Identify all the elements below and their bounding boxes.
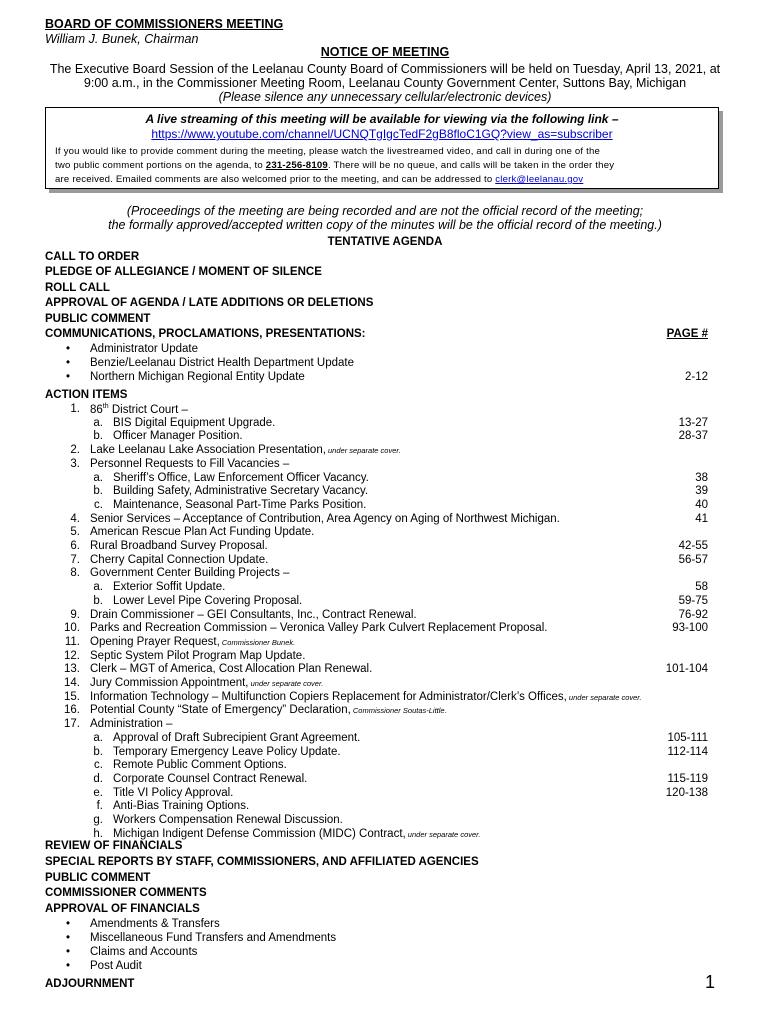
item-number: 8. bbox=[70, 567, 80, 580]
page-reference: 41 bbox=[695, 512, 708, 525]
item-note: under separate cover. bbox=[325, 446, 401, 456]
page-reference: 42-55 bbox=[678, 540, 708, 552]
bullet-icon: • bbox=[66, 946, 71, 958]
meeting-title: BOARD OF COMMISSIONERS MEETING bbox=[45, 17, 284, 31]
item-label: Lake Leelanau Lake Association Presentation, bbox=[90, 444, 326, 457]
item-label: Workers Compensation Renewal Discussion. bbox=[113, 814, 343, 826]
email-link[interactable]: clerk@leelanau.gov bbox=[495, 174, 584, 185]
action-item bbox=[90, 677, 323, 689]
sub-item-letter: a. bbox=[93, 416, 103, 429]
item-label: Remote Public Comment Options. bbox=[113, 759, 287, 772]
financial-item: Miscellaneous Fund Transfers and Amendments bbox=[90, 932, 337, 944]
item-label: Corporate Counsel Contract Renewal. bbox=[113, 772, 308, 785]
section-heading: APPROVAL OF FINANCIALS bbox=[45, 903, 200, 915]
item-label: BIS Digital Equipment Upgrade. bbox=[113, 416, 276, 429]
action-item bbox=[90, 691, 642, 703]
instructions-text: are received. Emailed comments are also welcomed prior to the meeting, and can be addressed to bbox=[55, 174, 496, 185]
item-label: Potential County “State of Emergency” Declaration, bbox=[90, 704, 351, 717]
sub-item-letter: b. bbox=[93, 745, 103, 758]
item-note: under separate cover. bbox=[405, 829, 481, 839]
section-heading: PLEDGE OF ALLEGIANCE / MOMENT OF SILENCE bbox=[45, 266, 322, 278]
action-item bbox=[90, 526, 314, 538]
item-number: 11. bbox=[64, 635, 80, 648]
item-label: Opening Prayer Request, bbox=[90, 635, 220, 648]
item-note: Commissioner Soutas-Little. bbox=[350, 706, 447, 716]
action-sub-item bbox=[113, 430, 243, 442]
sub-item-letter: f. bbox=[96, 800, 103, 813]
item-label: Government Center Building Projects – bbox=[90, 567, 290, 580]
sub-item-letter: c. bbox=[94, 759, 103, 772]
financial-item: Claims and Accounts bbox=[90, 946, 198, 958]
action-sub-item bbox=[113, 746, 341, 758]
item-label: Administration – bbox=[90, 718, 173, 731]
item-number: 17. bbox=[64, 718, 80, 731]
action-item bbox=[90, 718, 172, 730]
page-reference: 40 bbox=[695, 498, 708, 511]
action-sub-item bbox=[113, 732, 360, 744]
item-number: 15. bbox=[64, 690, 80, 703]
financial-item: Post Audit bbox=[90, 960, 142, 972]
bullet-icon: • bbox=[66, 932, 71, 944]
sub-item-letter: a. bbox=[93, 471, 103, 484]
item-label-rest: District Court – bbox=[108, 403, 188, 416]
item-label: Exterior Soffit Update. bbox=[113, 581, 226, 594]
notice-title: NOTICE OF MEETING bbox=[320, 45, 450, 59]
sub-item-letter: h. bbox=[93, 827, 103, 840]
action-item bbox=[90, 540, 268, 552]
item-label: Maintenance, Seasonal Part-Time Parks Position. bbox=[113, 498, 367, 511]
item-label: Rural Broadband Survey Proposal. bbox=[90, 540, 268, 552]
item-label: American Rescue Plan Act Funding Update. bbox=[90, 526, 315, 539]
instructions-text: two public comment portions on the agenda, to bbox=[55, 160, 266, 171]
item-label: 86 bbox=[90, 403, 103, 416]
item-label: Parks and Recreation Commission – Veronica Valley Park Culvert Replacement Proposal. bbox=[90, 622, 548, 635]
item-superscript: th bbox=[102, 403, 109, 410]
item-number: 16. bbox=[64, 704, 80, 717]
action-item bbox=[90, 444, 401, 456]
page-reference: 28-37 bbox=[678, 430, 708, 443]
sub-item-letter: a. bbox=[93, 731, 103, 744]
action-item bbox=[90, 622, 547, 634]
item-label: Approval of Draft Subrecipient Grant Agreement. bbox=[113, 731, 361, 744]
action-sub-item bbox=[113, 595, 302, 607]
page-reference: 112-114 bbox=[667, 745, 708, 758]
item-label: Title VI Policy Approval. bbox=[113, 786, 234, 799]
chairman-name: William J. Bunek, Chairman bbox=[45, 32, 199, 46]
item-label: Cherry Capital Connection Update. bbox=[90, 553, 269, 566]
action-sub-item bbox=[113, 581, 225, 593]
section-heading: ROLL CALL bbox=[45, 282, 110, 294]
section-heading: PUBLIC COMMENT bbox=[45, 313, 151, 325]
action-item bbox=[90, 650, 305, 662]
item-number: 4. bbox=[70, 512, 80, 525]
action-item bbox=[90, 567, 289, 579]
instructions-line-1: If you would like to provide comment during the meeting, please watch the livestreamed video, and call in during one of the bbox=[55, 146, 601, 157]
item-number: 12. bbox=[64, 649, 80, 662]
livestream-heading: A live streaming of this meeting will be available for viewing via the following link – bbox=[145, 112, 619, 126]
item-number: 9. bbox=[70, 608, 80, 621]
page-reference: 2-12 bbox=[684, 371, 708, 383]
instructions-line-3 bbox=[55, 173, 715, 187]
section-heading: ACTION ITEMS bbox=[45, 389, 128, 401]
action-sub-item bbox=[113, 773, 307, 785]
notice-line-3: (Please silence any unnecessary cellular/electronic devices) bbox=[218, 90, 552, 104]
livestream-instructions bbox=[55, 145, 715, 187]
item-number: 10. bbox=[64, 622, 80, 635]
item-label: Michigan Indigent Defense Commission (MIDC) Contract, bbox=[113, 827, 406, 840]
page-reference: 39 bbox=[695, 485, 708, 498]
item-label: Jury Commission Appointment, bbox=[90, 677, 249, 689]
item-number: 7. bbox=[70, 553, 80, 566]
instructions-text: . There will be no queue, and calls will be taken in the order they bbox=[327, 160, 615, 171]
item-number: 1. bbox=[70, 403, 80, 415]
bullet-icon: • bbox=[66, 371, 71, 383]
item-label: Sheriff’s Office, Law Enforcement Officer Vacancy. bbox=[113, 471, 369, 484]
item-number: 2. bbox=[70, 444, 80, 457]
page-reference: 76-92 bbox=[678, 608, 708, 621]
item-number: 13. bbox=[64, 663, 80, 676]
item-note: under separate cover. bbox=[566, 692, 642, 702]
action-item bbox=[90, 513, 560, 525]
action-sub-item bbox=[113, 814, 343, 826]
action-item bbox=[90, 554, 268, 566]
page-reference: 105-111 bbox=[667, 731, 708, 744]
page-reference: 93-100 bbox=[672, 622, 708, 635]
item-label: Drain Commissioner – GEI Consultants, Inc., Contract Renewal. bbox=[90, 608, 417, 621]
page-reference: 115-119 bbox=[667, 772, 708, 785]
action-sub-item bbox=[113, 787, 233, 799]
action-sub-item bbox=[113, 472, 369, 484]
sub-item-letter: d. bbox=[93, 772, 103, 785]
action-item bbox=[90, 403, 188, 416]
communication-item: Northern Michigan Regional Entity Update bbox=[90, 371, 305, 383]
section-heading: REVIEW OF FINANCIALS bbox=[45, 840, 183, 852]
action-item bbox=[90, 704, 447, 716]
livestream-link[interactable]: https://www.youtube.com/channel/UCNQTgIgcTedF2gB8floC1GQ?view_as=subscriber bbox=[151, 127, 613, 141]
item-note: under separate cover. bbox=[248, 679, 324, 688]
sub-item-letter: g. bbox=[93, 814, 103, 826]
action-item bbox=[90, 636, 295, 648]
sub-item-letter: a. bbox=[93, 581, 103, 594]
item-label: Information Technology – Multifunction Copiers Replacement for Administrator/Clerk’s Offices, bbox=[90, 690, 567, 703]
section-heading: COMMUNICATIONS, PROCLAMATIONS, PRESENTATIONS: bbox=[45, 328, 366, 340]
notice-line-2: 9:00 a.m., in the Commissioner Meeting Room, Leelanau County Government Center, Suttons Bay, Michigan bbox=[83, 76, 687, 90]
section-heading: COMMISSIONER COMMENTS bbox=[45, 887, 207, 899]
bullet-icon: • bbox=[66, 357, 71, 369]
item-label: Personnel Requests to Fill Vacancies – bbox=[90, 457, 290, 470]
sub-item-letter: b. bbox=[93, 485, 103, 498]
item-number: 3. bbox=[70, 457, 80, 470]
sub-item-letter: e. bbox=[93, 786, 103, 799]
action-item bbox=[90, 458, 289, 470]
page-reference: 120-138 bbox=[665, 786, 708, 799]
page-reference: 58 bbox=[695, 581, 708, 594]
item-label: Temporary Emergency Leave Policy Update. bbox=[113, 745, 341, 758]
instructions-line-2 bbox=[55, 159, 715, 173]
section-heading: APPROVAL OF AGENDA / LATE ADDITIONS OR DELETIONS bbox=[45, 297, 374, 309]
page-reference: 59-75 bbox=[678, 594, 708, 607]
bullet-icon: • bbox=[66, 960, 71, 972]
action-sub-item bbox=[113, 417, 275, 429]
agenda-title: TENTATIVE AGENDA bbox=[327, 236, 443, 248]
item-label: Clerk – MGT of America, Cost Allocation Plan Renewal. bbox=[90, 663, 373, 676]
section-heading: PUBLIC COMMENT bbox=[45, 872, 151, 884]
item-number: 14. bbox=[64, 677, 80, 689]
action-sub-item bbox=[113, 759, 287, 771]
page-reference: 101-104 bbox=[665, 663, 708, 676]
item-label: Building Safety, Administrative Secretary Vacancy. bbox=[113, 485, 369, 498]
phone-number[interactable]: 231-256-8109 bbox=[265, 160, 328, 171]
financial-item: Amendments & Transfers bbox=[90, 918, 220, 930]
sub-item-letter: b. bbox=[93, 430, 103, 443]
proceedings-line-2: the formally approved/accepted written copy of the minutes will be the official record of the meeting.) bbox=[108, 218, 662, 232]
bullet-icon: • bbox=[66, 918, 71, 930]
livestream-box bbox=[45, 107, 719, 189]
sub-item-letter: c. bbox=[94, 498, 103, 511]
item-number: 6. bbox=[70, 540, 80, 552]
communication-item: Administrator Update bbox=[90, 343, 199, 355]
proceedings-line-1: (Proceedings of the meeting are being recorded and are not the official record of the meeting; bbox=[126, 204, 644, 218]
action-sub-item bbox=[113, 800, 249, 812]
item-label: Officer Manager Position. bbox=[113, 430, 243, 443]
communication-item: Benzie/Leelanau District Health Department Update bbox=[90, 357, 355, 369]
item-label: Lower Level Pipe Covering Proposal. bbox=[113, 594, 303, 607]
bullet-icon: • bbox=[66, 343, 71, 355]
sub-item-letter: b. bbox=[93, 594, 103, 607]
page-number: 1 bbox=[705, 972, 716, 992]
action-sub-item bbox=[113, 499, 366, 511]
action-sub-item bbox=[113, 485, 368, 497]
action-sub-item bbox=[113, 828, 480, 840]
notice-line-1: The Executive Board Session of the Leelanau County Board of Commissioners will be held on Tuesday, April 13, 2021, at bbox=[49, 62, 721, 76]
item-label: Anti-Bias Training Options. bbox=[113, 800, 250, 813]
action-item bbox=[90, 609, 417, 621]
action-item bbox=[90, 663, 372, 675]
item-note: Commissioner Bunek. bbox=[219, 637, 296, 647]
page-reference: 38 bbox=[695, 471, 708, 484]
page-column-header: PAGE # bbox=[666, 328, 708, 340]
item-label: Septic System Pilot Program Map Update. bbox=[90, 649, 306, 662]
page-reference: 13-27 bbox=[678, 416, 708, 429]
page-reference: 56-57 bbox=[678, 553, 708, 566]
section-heading: SPECIAL REPORTS BY STAFF, COMMISSIONERS, AND AFFILIATED AGENCIES bbox=[45, 856, 479, 868]
section-heading: CALL TO ORDER bbox=[45, 251, 140, 263]
adjournment-heading: ADJOURNMENT bbox=[45, 978, 135, 990]
item-number: 5. bbox=[70, 526, 80, 539]
item-label: Senior Services – Acceptance of Contribution, Area Agency on Aging of Northwest Michigan. bbox=[90, 512, 560, 525]
